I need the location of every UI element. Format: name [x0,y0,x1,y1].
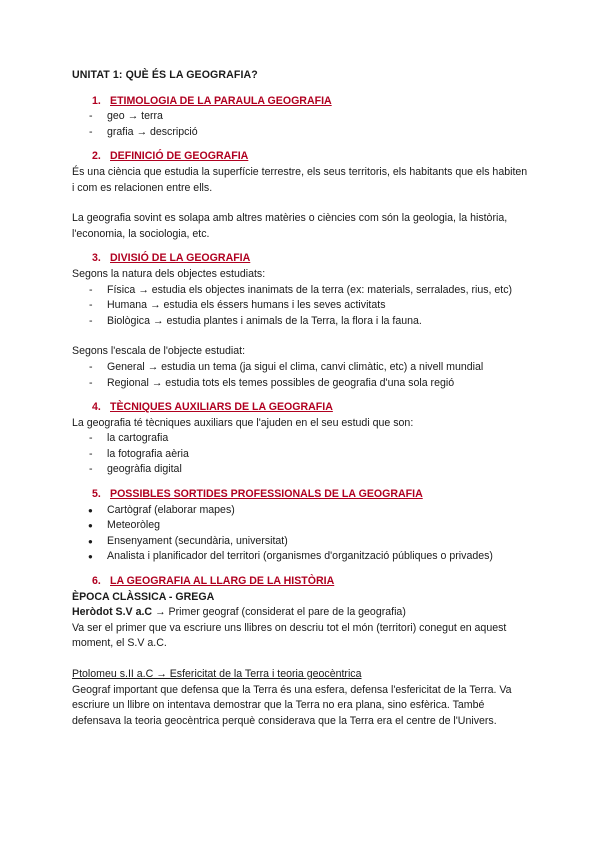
list-item: - la fotografia aèria [72,447,532,463]
section-1-heading [92,94,532,110]
list-item: - geogràfia digital [72,462,532,478]
section-2-title: DEFINICIÓ DE GEOGRAFIA [110,150,249,163]
herodot-paragraph: Va ser el primer que va escriure uns llibres on descriu tot el món (territori) conegut en aquest moment, el S.V a.C. [72,621,507,650]
techniques-list [72,431,532,478]
herodot-line [72,605,532,621]
list-item: - Física → estudia els objectes inanimats de la terra (ex: materials, serralades, rius, etc) [72,283,532,299]
list-item: ● Meteoròleg [72,518,532,534]
list-item: - Humana → estudia els éssers humans i les seves activitats [72,298,532,314]
era-subheading: ÈPOCA CLÀSSICA - GREGA [72,590,215,603]
list-item: - Biològica → estudia plantes i animals de la Terra, la flora i la fauna. [72,314,532,330]
herodot-name: Heròdot S.V a.C [72,606,153,619]
techniques-intro: La geografia té tècniques auxiliars que l'ajuden en el seu estudi que son: [72,416,414,429]
ptolomeu-paragraph: Geograf important que defensa que la Terra és una esfera, defensa l'esfericitat de la Terra. Va escriure un llibre on intentava demostrar que la Terra no era plana, sino esfèrica. També defensava la teoria geocèntrica perquè considerava que la Terra era el centre de l'Univers. [72,683,512,727]
section-3-title: DIVISIÓ DE LA GEOGRAFIA [110,252,251,265]
list-item: - geo → terra [72,109,532,125]
section-1-title: ETIMOLOGIA DE LA PARAULA GEOGRAFIA [110,94,332,107]
list-item: - General → estudia un tema (ja sigui el clima, canvi climàtic, etc) a nivell mundial [72,360,532,376]
section-4-number: 4. [92,401,101,414]
herodot-summary: → Primer geograf (considerat el pare de la geografia) [152,606,406,619]
division-intro-nature: Segons la natura dels objectes estudiats: [72,267,266,280]
scale-division-list [72,360,532,391]
section-3-number: 3. [92,252,101,265]
section-5-number: 5. [92,488,101,501]
list-item: ● Cartògraf (elaborar mapes) [72,503,532,519]
nature-division-list [72,283,532,330]
etymology-list [72,109,532,140]
list-item: - la cartografia [72,431,532,447]
section-4-title: TÈCNIQUES AUXILIARS DE LA GEOGRAFIA [110,401,333,414]
section-6-heading [92,574,532,590]
section-6-number: 6. [92,575,101,588]
overlap-paragraph: La geografia sovint es solapa amb altres matèries o ciències com són la geologia, la història, l'economia, la sociologia, etc. [72,212,508,240]
section-5-title: POSSIBLES SORTIDES PROFESSIONALS DE LA GEOGRAFIA [110,488,423,501]
list-item: ● Analista i planificador del territori (organismes d'organització públiques o privades) [72,549,532,565]
list-item: - grafia → descripció [72,125,532,141]
section-6-title: LA GEOGRAFIA AL LLARG DE LA HISTÒRIA [110,575,335,588]
section-2-heading [92,149,532,165]
unit-title: UNITAT 1: QUÈ ÉS LA GEOGRAFIA? [72,69,258,81]
careers-list [72,503,532,565]
section-4-heading [92,400,532,416]
section-2-number: 2. [92,150,101,163]
list-item: - Regional → estudia tots els temes possibles de geografia d'una sola regió [72,376,532,392]
ptolomeu-heading: Ptolomeu s.II a.C → Esfericitat de la Terra i teoria geocèntrica [72,668,362,680]
section-1-number: 1. [92,94,101,107]
section-5-heading [92,487,532,503]
document-page [72,68,532,729]
definition-paragraph: És una ciència que estudia la superfície terrestre, els seus territoris, els habitants que els habiten i com es relacionen entre ells. [72,165,528,194]
division-intro-scale: Segons l'escala de l'objecte estudiat: [72,345,246,358]
list-item: ● Ensenyament (secundària, universitat) [72,534,532,550]
section-3-heading [92,251,532,267]
